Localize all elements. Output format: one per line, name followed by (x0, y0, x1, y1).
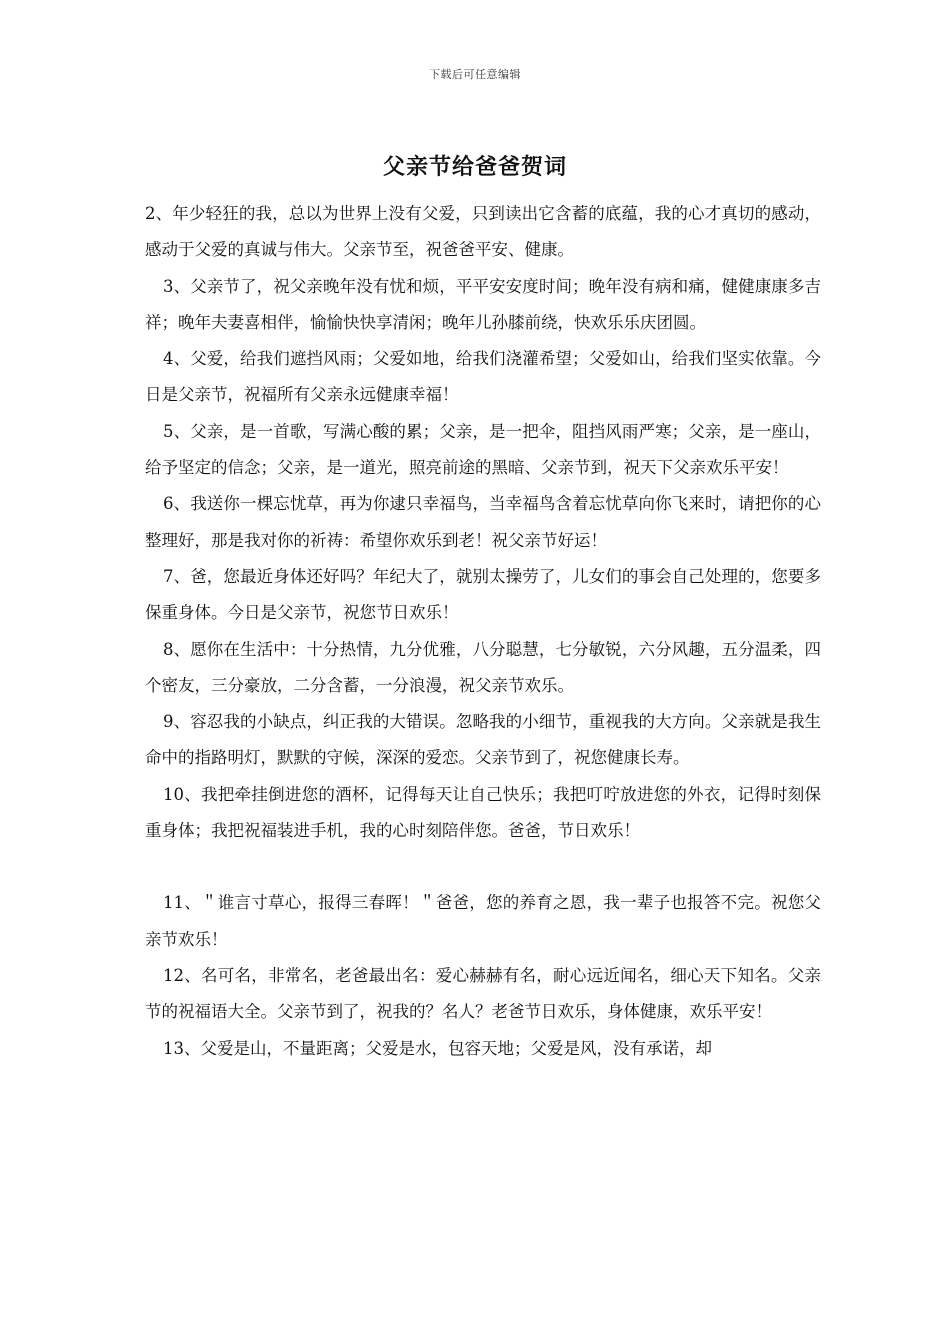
paragraph-3: 3、父亲节了，祝父亲晚年没有忧和烦，平平安安度时间；晚年没有病和痛，健健康康多吉祥；晚年夫妻喜相伴，愉愉快快享清闲；晚年儿孙膝前绕，快欢乐乐庆团圆。 (145, 276, 821, 332)
paragraph-11: 11、＂谁言寸草心，报得三春晖！＂爸爸，您的养育之恩，我一辈子也报答不完。祝您父亲节欢乐！ (145, 893, 821, 949)
paragraph-5: 5、父亲，是一首歌，写满心酸的累；父亲，是一把伞，阻挡风雨严寒；父亲，是一座山，给予坚定的信念；父亲，是一道光，照亮前途的黑暗、父亲节到，祝天下父亲欢乐平安！ (145, 421, 821, 478)
page-title: 父亲节给爸爸贺词 (382, 154, 567, 180)
paragraph-7: 7、爸，您最近身体还好吗？年纪大了，就别太操劳了，儿女们的事会自己处理的，您要多保重身体。今日是父亲节，祝您节日欢乐！ (145, 566, 821, 623)
paragraph-12: 12、名可名，非常名，老爸最出名：爱心赫赫有名，耐心远近闻名，细心天下知名。父亲节的祝福语大全。父亲节到了，祝我的？名人？老爸节日欢乐，身体健康，欢乐平安！ (145, 965, 821, 1022)
paragraph-8: 8、愿你在生活中：十分热情，九分优雅，八分聪慧，七分敏锐，六分风趣，五分温柔，四个密友，三分豪放，二分含蓄，一分浪漫，祝父亲节欢乐。 (145, 639, 821, 695)
document-body (145, 196, 821, 1067)
header-note: 下载后可任意编辑 (429, 68, 521, 81)
paragraph-9: 9、容忍我的小缺点，纠正我的大错误。忽略我的小细节，重视我的大方向。父亲就是我生命中的指路明灯，默默的守候，深深的爱恋。父亲节到了，祝您健康长寿。 (145, 712, 821, 768)
paragraph-10: 10、我把牵挂倒进您的酒杯，记得每天让自己快乐；我把叮咛放进您的外衣，记得时刻保重身体；我把祝福装进手机，我的心时刻陪伴您。爸爸，节日欢乐！ (145, 784, 821, 841)
paragraph-13: 13、父爱是山，不量距离；父爱是水，包容天地；父爱是风，没有承诺，却 (163, 1038, 712, 1058)
paragraph-4: 4、父爱，给我们遮挡风雨；父爱如地，给我们浇灌希望；父爱如山，给我们坚实依靠。今日是父亲节，祝福所有父亲永远健康幸福！ (145, 349, 821, 405)
paragraph-6: 6、我送你一棵忘忧草，再为你逮只幸福鸟，当幸福鸟含着忘忧草向你飞来时，请把你的心整理好，那是我对你的祈祷：希望你欢乐到老！祝父亲节好运！ (145, 494, 821, 550)
paragraph-2: 2、年少轻狂的我，总以为世界上没有父爱，只到读出它含蓄的底蕴，我的心才真切的感动，感动于父爱的真诚与伟大。父亲节至，祝爸爸平安、健康。 (145, 204, 821, 260)
